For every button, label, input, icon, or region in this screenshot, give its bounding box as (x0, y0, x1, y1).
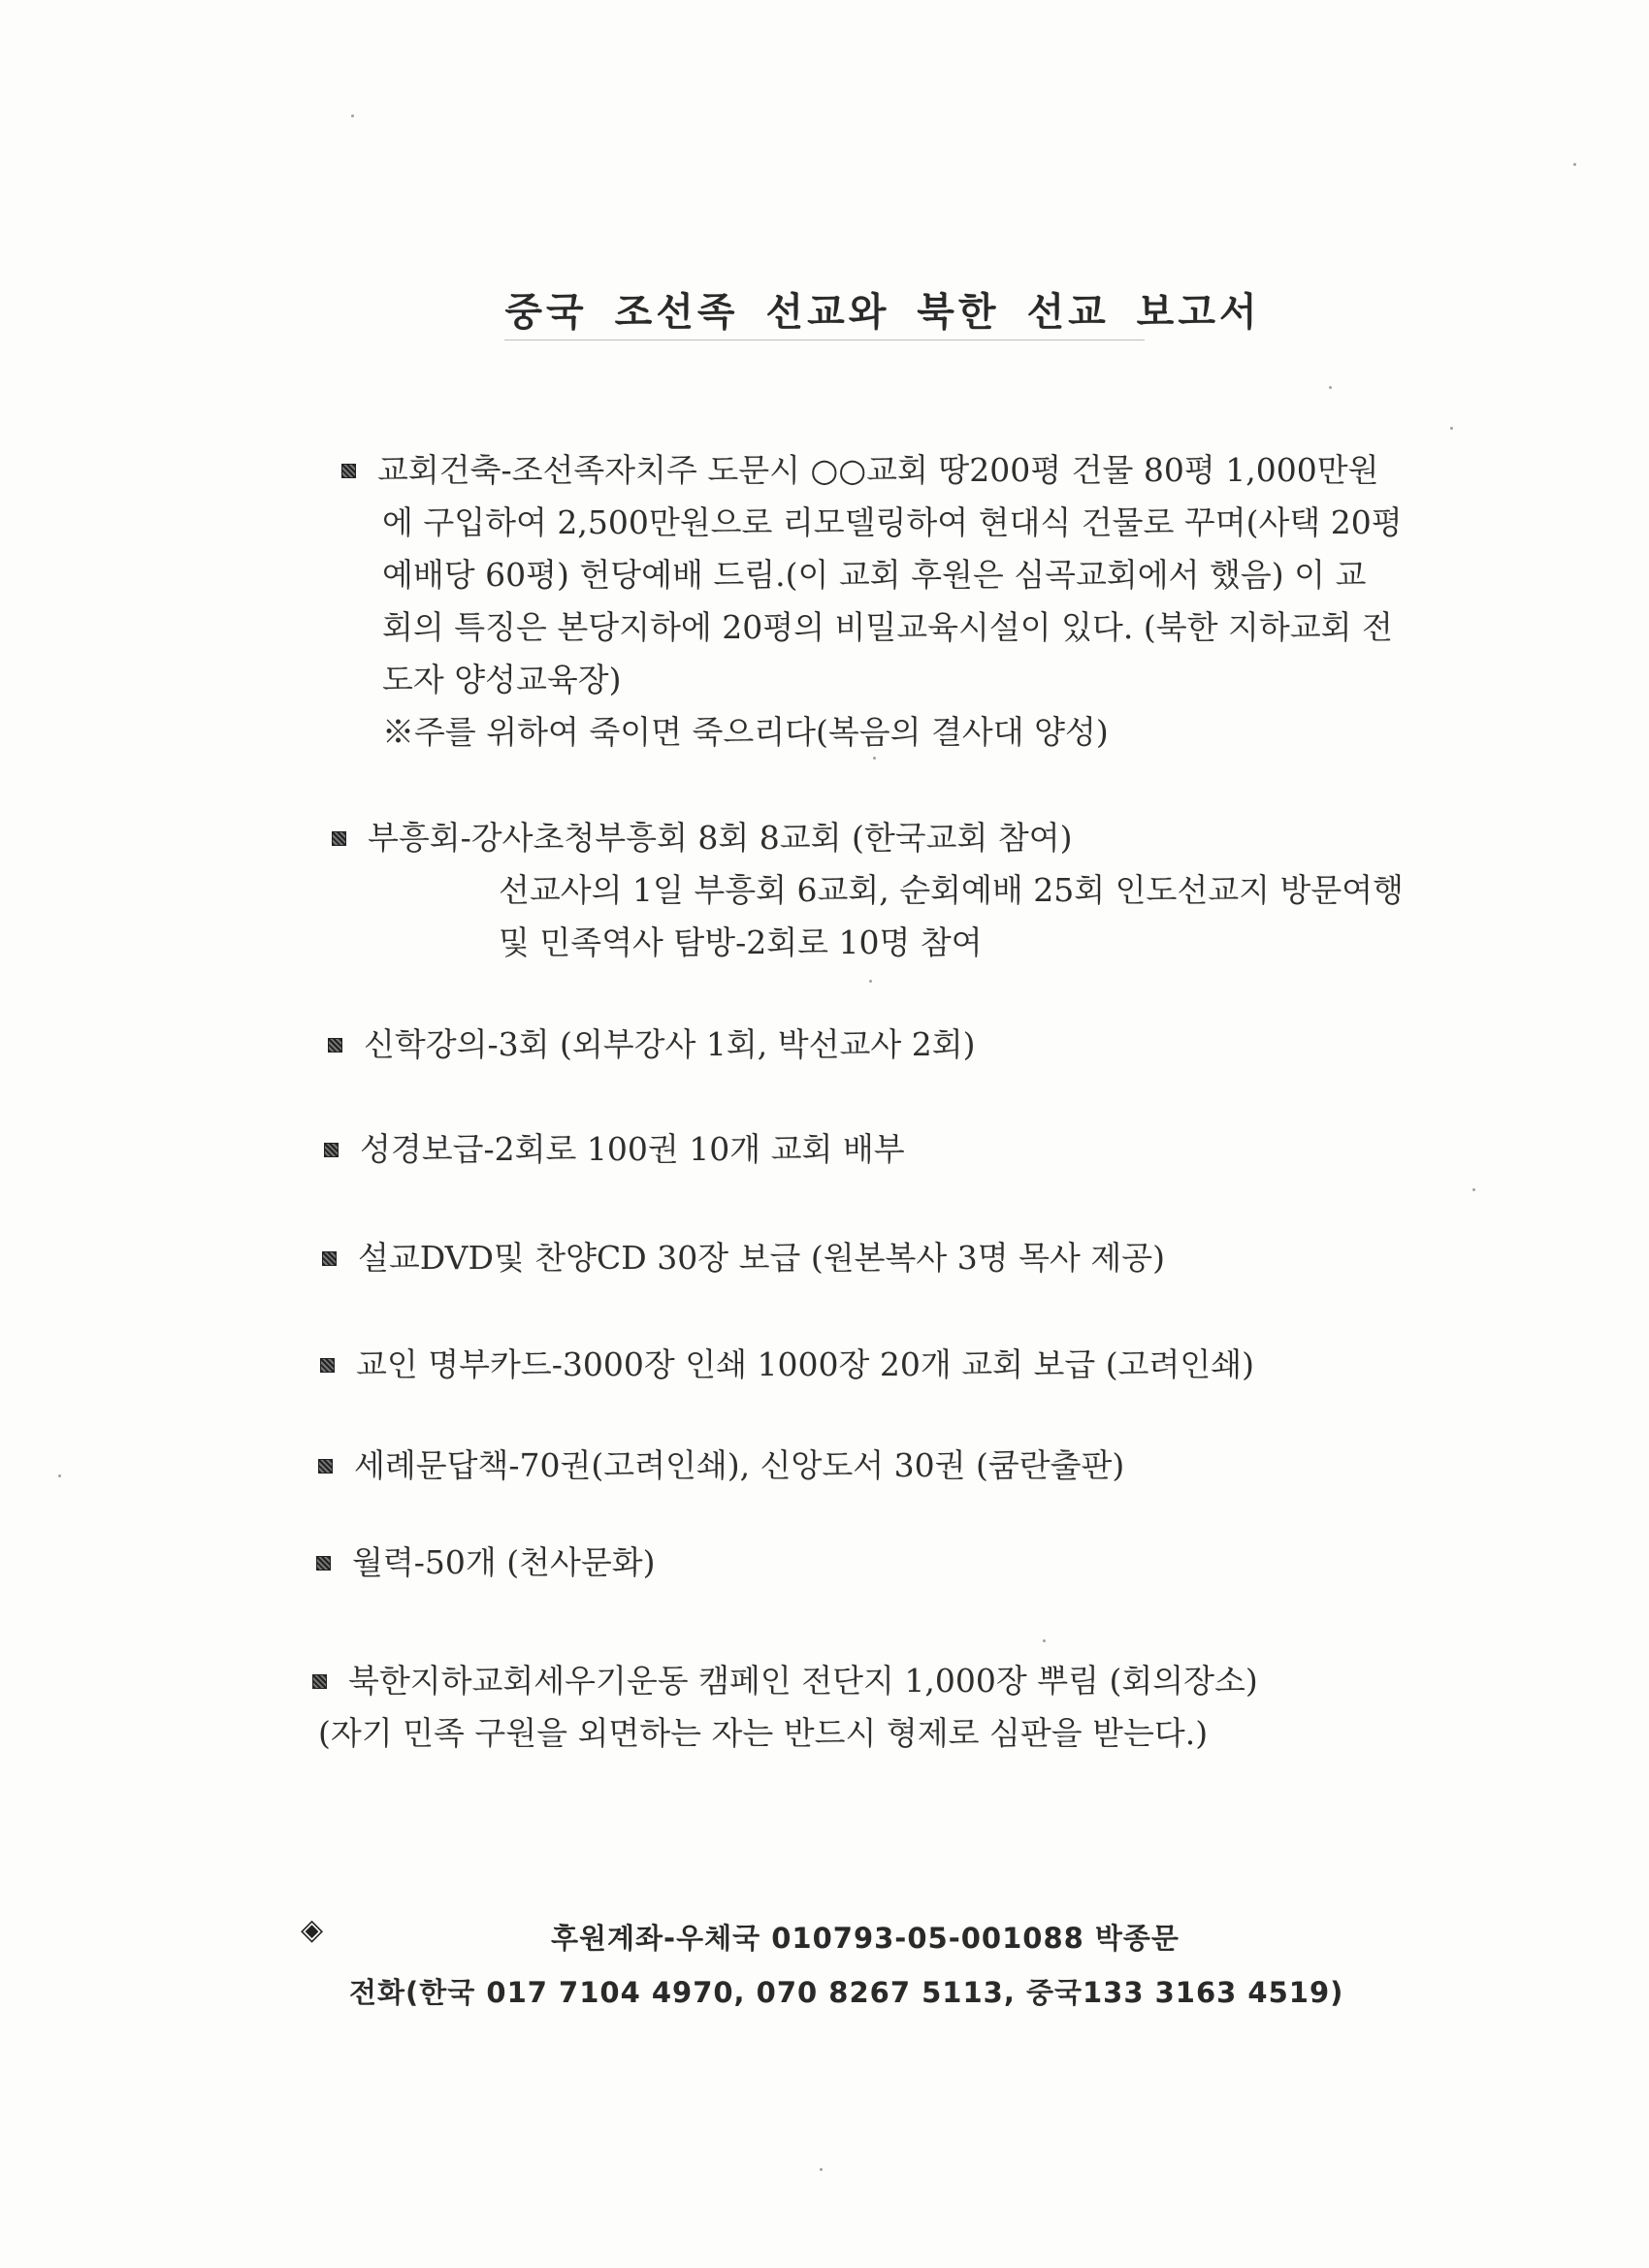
document-title: 중국 조선족 선교와 북한 선교 보고서 (504, 290, 1261, 335)
item-line: 회의 특징은 본당지하에 20평의 비밀교육시설이 있다. (북한 지하교회 전 (382, 608, 1393, 646)
item-line: 도자 양성교육장) (382, 661, 622, 698)
scan-speck (1472, 1188, 1475, 1191)
square-bullet-icon (322, 1251, 337, 1266)
item-text: 신학강의-3회 (외부강사 1회, 박선교사 2회) (364, 1025, 976, 1063)
report-item-calendars (316, 1537, 656, 1589)
report-item-church-building (341, 444, 1403, 759)
square-bullet-icon (318, 1459, 333, 1474)
item-line (318, 1440, 1124, 1492)
report-item-member-cards (320, 1339, 1254, 1391)
item-text: 교인 명부카드-3000장 인쇄 1000장 20개 교회 보급 (고려인쇄) (356, 1345, 1254, 1383)
report-item-campaign-flyers (312, 1655, 1258, 1760)
item-line (324, 1123, 905, 1176)
scan-speck (351, 114, 354, 117)
scan-speck (1043, 1639, 1046, 1642)
diamond-bullet-icon: ◈ (301, 1913, 324, 1947)
square-bullet-icon (324, 1143, 339, 1157)
item-line (312, 1655, 1258, 1707)
item-line (320, 1339, 1254, 1391)
contact-phone: 전화(한국 017 7104 4970, 070 8267 5113, 중국133 3163 4519) (349, 1976, 1344, 2009)
report-item-bible-distribution (324, 1123, 905, 1176)
item-line: ※주를 위하여 죽이면 죽으리다(복음의 결사대 양성) (382, 713, 1109, 751)
square-bullet-icon (320, 1358, 335, 1373)
item-text: 성경보급-2회로 100권 10개 교회 배부 (360, 1130, 905, 1168)
item-line: 선교사의 1일 부흥회 6교회, 순회예배 25회 인도선교지 방문여행 (499, 871, 1404, 909)
item-line: 예배당 60평) 헌당예배 드림.(이 교회 후원은 심곡교회에서 했음) 이 교 (382, 556, 1367, 594)
scan-speck (1329, 386, 1332, 389)
item-line: 에 구입하여 2,500만원으로 리모델링하여 현대식 건물로 꾸며(사택 20평 (382, 503, 1403, 541)
item-text: 월력-50개 (천사문화) (352, 1543, 656, 1581)
item-line (332, 812, 1404, 864)
item-line (328, 1019, 976, 1071)
item-line (341, 444, 1403, 497)
item-text: 교회건축-조선족자치주 도문시 ○○교회 땅200평 건물 80평 1,000만원 (377, 451, 1379, 489)
square-bullet-icon (328, 1038, 342, 1053)
scan-speck (1450, 427, 1453, 430)
square-bullet-icon (332, 831, 346, 846)
report-item-dvd-cd (322, 1232, 1165, 1284)
item-text: 세례문답책-70권(고려인쇄), 신앙도서 30권 (쿰란출판) (354, 1446, 1125, 1484)
report-item-revival (332, 812, 1404, 969)
square-bullet-icon (312, 1674, 327, 1689)
donation-account: 후원계좌-우체국 010793-05-001088 박종문 (551, 1922, 1180, 1955)
item-line: (자기 민족 구원을 외면하는 자는 반드시 형제로 심판을 받는다.) (318, 1714, 1209, 1752)
item-text: 부흥회-강사초청부흥회 8회 8교회 (한국교회 참여) (368, 819, 1073, 857)
item-line (316, 1537, 656, 1589)
scan-speck (820, 2168, 823, 2171)
report-item-baptism-books (318, 1440, 1124, 1492)
item-line: 및 민족역사 탐방-2회로 10명 참여 (499, 923, 983, 961)
scan-speck (1573, 163, 1576, 166)
item-text: 설교DVD및 찬양CD 30장 보급 (원본복사 3명 목사 제공) (358, 1239, 1165, 1277)
square-bullet-icon (341, 464, 356, 478)
item-text: 북한지하교회세우기운동 캠페인 전단지 1,000장 뿌림 (회의장소) (348, 1662, 1258, 1700)
report-item-theology-lecture (328, 1019, 976, 1071)
scan-speck (869, 980, 872, 983)
scan-speck (58, 1474, 61, 1477)
square-bullet-icon (316, 1556, 331, 1571)
item-line (322, 1232, 1165, 1284)
